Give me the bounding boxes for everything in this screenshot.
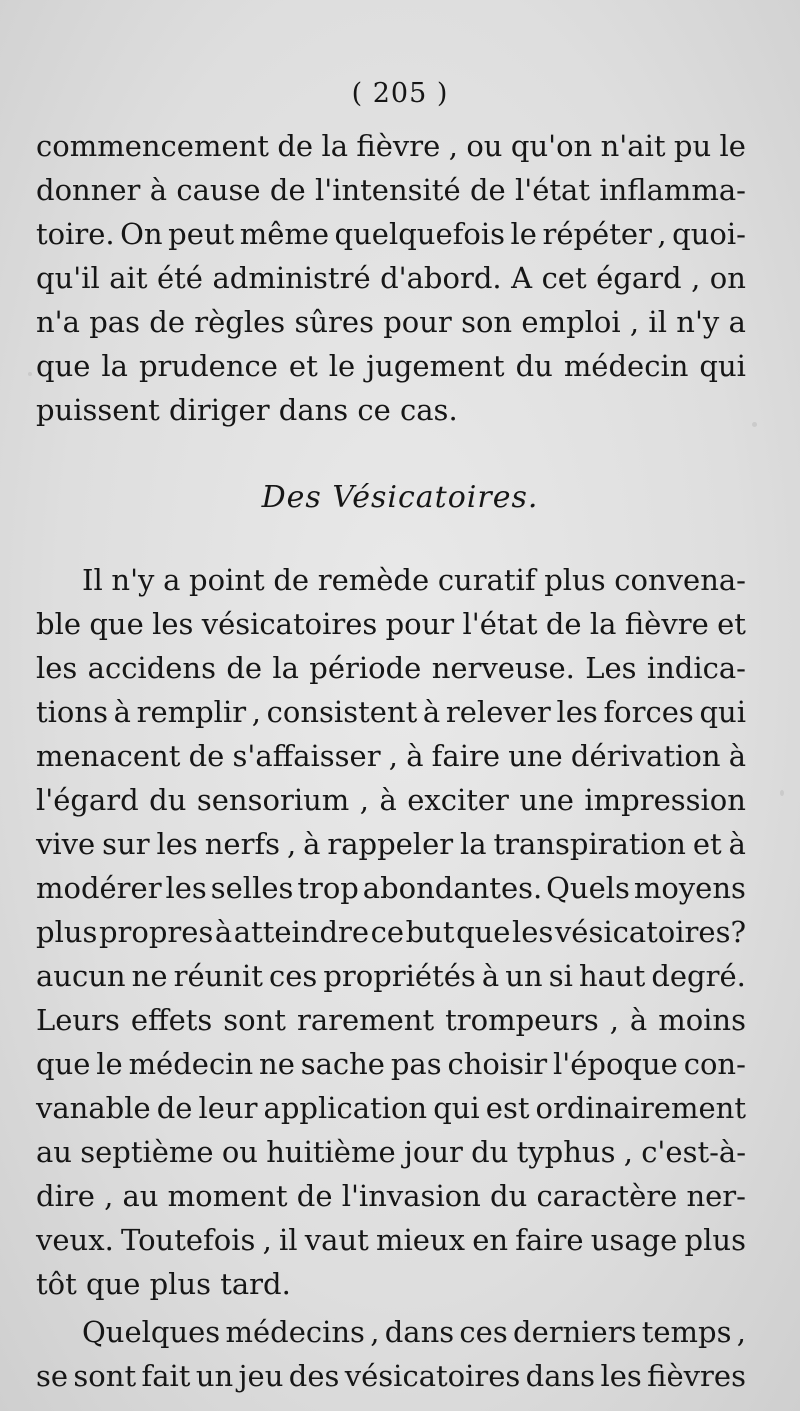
word: vive xyxy=(36,827,96,861)
word: ordinairement xyxy=(535,1091,746,1125)
word: les xyxy=(600,1359,642,1393)
text-line xyxy=(36,871,746,905)
word: les xyxy=(152,607,194,641)
word: atteindre xyxy=(233,915,370,949)
word: Leurs xyxy=(36,1003,120,1037)
word: et xyxy=(717,607,746,641)
page-number: ( 205 ) xyxy=(351,78,449,109)
word: le xyxy=(96,1047,123,1081)
word: que xyxy=(456,915,511,949)
word: pu xyxy=(673,129,712,163)
word: que xyxy=(36,349,91,383)
word: , xyxy=(104,1179,114,1213)
word: jeu xyxy=(238,1359,284,1393)
word: de xyxy=(296,1179,333,1213)
text-line xyxy=(36,1359,746,1393)
word: les xyxy=(165,871,207,905)
word: vésicatoires xyxy=(344,1359,521,1393)
word: ce xyxy=(370,915,405,949)
word: trompeurs xyxy=(445,1003,599,1037)
word: accidens xyxy=(87,651,216,685)
word: sache xyxy=(300,1047,385,1081)
text-line xyxy=(36,915,746,949)
word: nerveuse. xyxy=(431,651,575,685)
word: toire. xyxy=(36,217,115,251)
word: , xyxy=(736,1315,746,1349)
word: de xyxy=(277,129,314,163)
word: réunit xyxy=(173,959,263,993)
word: c'est-à- xyxy=(641,1135,746,1169)
word: , xyxy=(370,1315,380,1349)
word: vésicatoires xyxy=(201,607,378,641)
word: pour xyxy=(383,305,452,339)
word: rarement xyxy=(296,1003,435,1037)
word: médecin xyxy=(128,1047,254,1081)
word: septième xyxy=(80,1135,214,1169)
word: ou xyxy=(221,1135,258,1169)
word: caractère xyxy=(536,1179,678,1213)
word: menacent xyxy=(36,739,181,773)
word: , xyxy=(262,1223,272,1257)
text-line xyxy=(36,827,746,861)
word: moyens xyxy=(633,871,746,905)
word: , xyxy=(448,129,458,163)
word: à xyxy=(149,173,168,207)
text-line xyxy=(36,173,746,207)
word: administré xyxy=(212,261,371,295)
word: moins xyxy=(658,1003,746,1037)
word: n'y xyxy=(676,305,720,339)
text-line xyxy=(36,1179,746,1213)
word: qu'on xyxy=(510,129,593,163)
word: fièvres xyxy=(647,1359,746,1393)
word: dire xyxy=(36,1179,95,1213)
word: de xyxy=(226,651,263,685)
word: A xyxy=(511,261,533,295)
word: les xyxy=(556,695,598,729)
word: transpiration xyxy=(493,827,686,861)
word: à xyxy=(303,827,321,861)
text-line xyxy=(36,349,746,383)
word: exciter xyxy=(407,783,509,817)
word: impression xyxy=(584,783,746,817)
word: et xyxy=(692,827,722,861)
word: à xyxy=(481,959,500,993)
word: plus xyxy=(544,563,606,597)
word: Toutefois xyxy=(121,1223,256,1257)
word: il xyxy=(279,1223,298,1257)
word: fait xyxy=(141,1359,191,1393)
word: n'a xyxy=(36,305,80,339)
word: a xyxy=(163,563,181,597)
word: con- xyxy=(683,1047,746,1081)
word: application xyxy=(263,1091,428,1125)
word: ne xyxy=(259,1047,295,1081)
word: à xyxy=(629,1003,648,1037)
word: cet xyxy=(541,261,587,295)
word: veux. xyxy=(36,1223,114,1257)
word: de xyxy=(469,173,506,207)
word: choisir xyxy=(447,1047,548,1081)
word: a xyxy=(728,305,746,339)
text-line xyxy=(82,563,746,597)
word: qu'il xyxy=(36,261,100,295)
word: un xyxy=(505,959,543,993)
word: est xyxy=(485,1091,530,1125)
text-line xyxy=(36,217,746,251)
word: il xyxy=(648,305,667,339)
word: ces xyxy=(268,959,318,993)
word: que xyxy=(36,1047,91,1081)
word: curatif xyxy=(437,563,536,597)
word: , xyxy=(359,783,369,817)
word: au xyxy=(36,1135,72,1169)
word: rappeler xyxy=(327,827,454,861)
word: la xyxy=(272,651,299,685)
word: médecins xyxy=(225,1315,365,1349)
word: tions xyxy=(36,695,108,729)
word: qui xyxy=(699,695,746,729)
word: Quelques xyxy=(82,1315,221,1349)
text-line xyxy=(36,1223,746,1257)
word: ner- xyxy=(686,1179,746,1213)
word: de xyxy=(545,607,582,641)
word: fièvre xyxy=(624,607,709,641)
word: en xyxy=(472,1223,509,1257)
word: moment xyxy=(167,1179,288,1213)
word: effets xyxy=(130,1003,213,1037)
word: vésicatoires? xyxy=(554,915,746,949)
word: l'intensité xyxy=(314,173,461,207)
word: vanable xyxy=(36,1091,151,1125)
text-line xyxy=(36,305,746,339)
word: peut xyxy=(168,217,235,251)
word: propriétés xyxy=(323,959,476,993)
word: la xyxy=(460,827,487,861)
word: l'invasion xyxy=(341,1179,481,1213)
word: se xyxy=(36,1359,69,1393)
word: du xyxy=(490,1179,528,1213)
word: n'y xyxy=(111,563,155,597)
word: s'affaisser xyxy=(232,739,381,773)
word: aucun xyxy=(36,959,126,993)
word: un xyxy=(195,1359,234,1393)
word: du xyxy=(471,1135,509,1169)
word: plus xyxy=(36,915,98,949)
word: sont xyxy=(73,1359,137,1393)
word: haut xyxy=(578,959,646,993)
word: répéter xyxy=(542,217,652,251)
word: du xyxy=(515,349,553,383)
word: usage xyxy=(590,1223,678,1257)
word: leur xyxy=(198,1091,258,1125)
word: au xyxy=(122,1179,159,1213)
word: , xyxy=(609,1003,619,1037)
word: on xyxy=(709,261,746,295)
word: trop xyxy=(297,871,359,905)
word: et xyxy=(288,349,318,383)
word: la xyxy=(589,607,617,641)
word: remplir xyxy=(136,695,247,729)
text-line xyxy=(36,1047,746,1081)
ink-speck xyxy=(752,422,757,427)
word: vaut xyxy=(304,1223,369,1257)
word: fièvre xyxy=(356,129,441,163)
word: but xyxy=(405,915,455,949)
word: cause xyxy=(176,173,261,207)
word: consistent xyxy=(266,695,418,729)
word: forces xyxy=(603,695,694,729)
text-line xyxy=(36,129,746,163)
word: si xyxy=(548,959,573,993)
word: degré. xyxy=(651,959,746,993)
word: même xyxy=(239,217,330,251)
word: pas xyxy=(89,305,140,339)
word: les xyxy=(36,651,78,685)
word: son xyxy=(461,305,513,339)
word: à xyxy=(113,695,131,729)
word: la xyxy=(101,349,128,383)
text-line xyxy=(36,695,746,729)
word: prudence xyxy=(138,349,278,383)
text-line xyxy=(36,1091,746,1125)
word: ces xyxy=(459,1315,508,1349)
word: Les xyxy=(585,651,637,685)
word: les xyxy=(156,827,198,861)
word: sur xyxy=(102,827,150,861)
ink-speck xyxy=(780,790,784,796)
word: le xyxy=(719,129,746,163)
word: une xyxy=(508,739,563,773)
word: , xyxy=(657,217,667,251)
word: d'abord. xyxy=(380,261,502,295)
word: période xyxy=(309,651,422,685)
word: On xyxy=(120,217,163,251)
word: ou xyxy=(466,129,503,163)
word: Quels xyxy=(546,871,630,905)
text-line: puissent diriger dans ce cas. xyxy=(36,393,458,427)
word: de xyxy=(188,739,225,773)
word: inflamma- xyxy=(599,173,746,207)
word: temps xyxy=(641,1315,732,1349)
word: l'égard xyxy=(36,783,139,817)
word: une xyxy=(519,783,574,817)
text-line xyxy=(36,1003,746,1037)
word: ait xyxy=(109,261,148,295)
word: , xyxy=(691,261,701,295)
word: dans xyxy=(384,1315,455,1349)
word: Il xyxy=(82,563,103,597)
word: à xyxy=(422,695,441,729)
word: quoi- xyxy=(672,217,746,251)
word: nerfs xyxy=(204,827,281,861)
text-line: tôt que plus tard. xyxy=(36,1267,291,1301)
word: commencement xyxy=(36,129,269,163)
word: ble xyxy=(36,607,82,641)
word: le xyxy=(328,349,356,383)
word: l'époque xyxy=(553,1047,678,1081)
word: que xyxy=(89,607,144,641)
word: donner xyxy=(36,173,141,207)
word: sûres xyxy=(294,305,374,339)
word: à xyxy=(214,915,233,949)
word: dans xyxy=(525,1359,596,1393)
word: à xyxy=(379,783,397,817)
word: de xyxy=(149,305,185,339)
word: convena- xyxy=(614,563,746,597)
word: à xyxy=(406,739,424,773)
word: derniers xyxy=(513,1315,637,1349)
text-line xyxy=(36,783,746,817)
word: abondantes. xyxy=(362,871,543,905)
word: emploi xyxy=(521,305,621,339)
word: point xyxy=(189,563,265,597)
word: de xyxy=(273,563,310,597)
word: médecin xyxy=(563,349,689,383)
text-line xyxy=(36,1135,746,1169)
word: quelquefois xyxy=(334,217,505,251)
text-line xyxy=(36,607,746,641)
word: huitième xyxy=(266,1135,396,1169)
word: à xyxy=(728,739,746,773)
word: de xyxy=(269,173,306,207)
word: modérer xyxy=(36,871,162,905)
word: jugement xyxy=(366,349,505,383)
word: mieux xyxy=(376,1223,465,1257)
word: , xyxy=(623,1135,633,1169)
word: relever xyxy=(445,695,551,729)
text-line xyxy=(36,959,746,993)
word: , xyxy=(251,695,261,729)
word: , xyxy=(388,739,398,773)
word: la xyxy=(321,129,349,163)
word: n'ait xyxy=(600,129,666,163)
word: qui xyxy=(433,1091,480,1125)
text-line xyxy=(36,739,746,773)
word: qui xyxy=(699,349,746,383)
word: ne xyxy=(131,959,168,993)
word: l'état xyxy=(514,173,590,207)
word: des xyxy=(288,1359,340,1393)
word: de xyxy=(156,1091,193,1125)
word: selles xyxy=(210,871,294,905)
word: du xyxy=(149,783,187,817)
word: été xyxy=(156,261,203,295)
word: le xyxy=(510,217,537,251)
word: typhus xyxy=(516,1135,616,1169)
word: sensorium xyxy=(196,783,350,817)
word: plus xyxy=(684,1223,746,1257)
word: égard xyxy=(596,261,682,295)
word: l'état xyxy=(462,607,538,641)
word: propres xyxy=(98,915,214,949)
word: dérivation xyxy=(570,739,721,773)
text-line xyxy=(36,261,746,295)
section-heading: Des Vésicatoires. xyxy=(261,480,539,515)
word: règles xyxy=(194,305,286,339)
word: sont xyxy=(223,1003,286,1037)
text-line xyxy=(82,1315,746,1349)
word: faire xyxy=(515,1223,584,1257)
word: à xyxy=(728,827,746,861)
word: indica- xyxy=(646,651,746,685)
word: , xyxy=(629,305,640,339)
text-line xyxy=(36,651,746,685)
word: les xyxy=(512,915,554,949)
word: jour xyxy=(403,1135,463,1169)
ink-speck xyxy=(28,372,32,376)
word: faire xyxy=(431,739,500,773)
word: remède xyxy=(317,563,430,597)
word: , xyxy=(287,827,297,861)
word: pas xyxy=(390,1047,442,1081)
word: pour xyxy=(385,607,455,641)
